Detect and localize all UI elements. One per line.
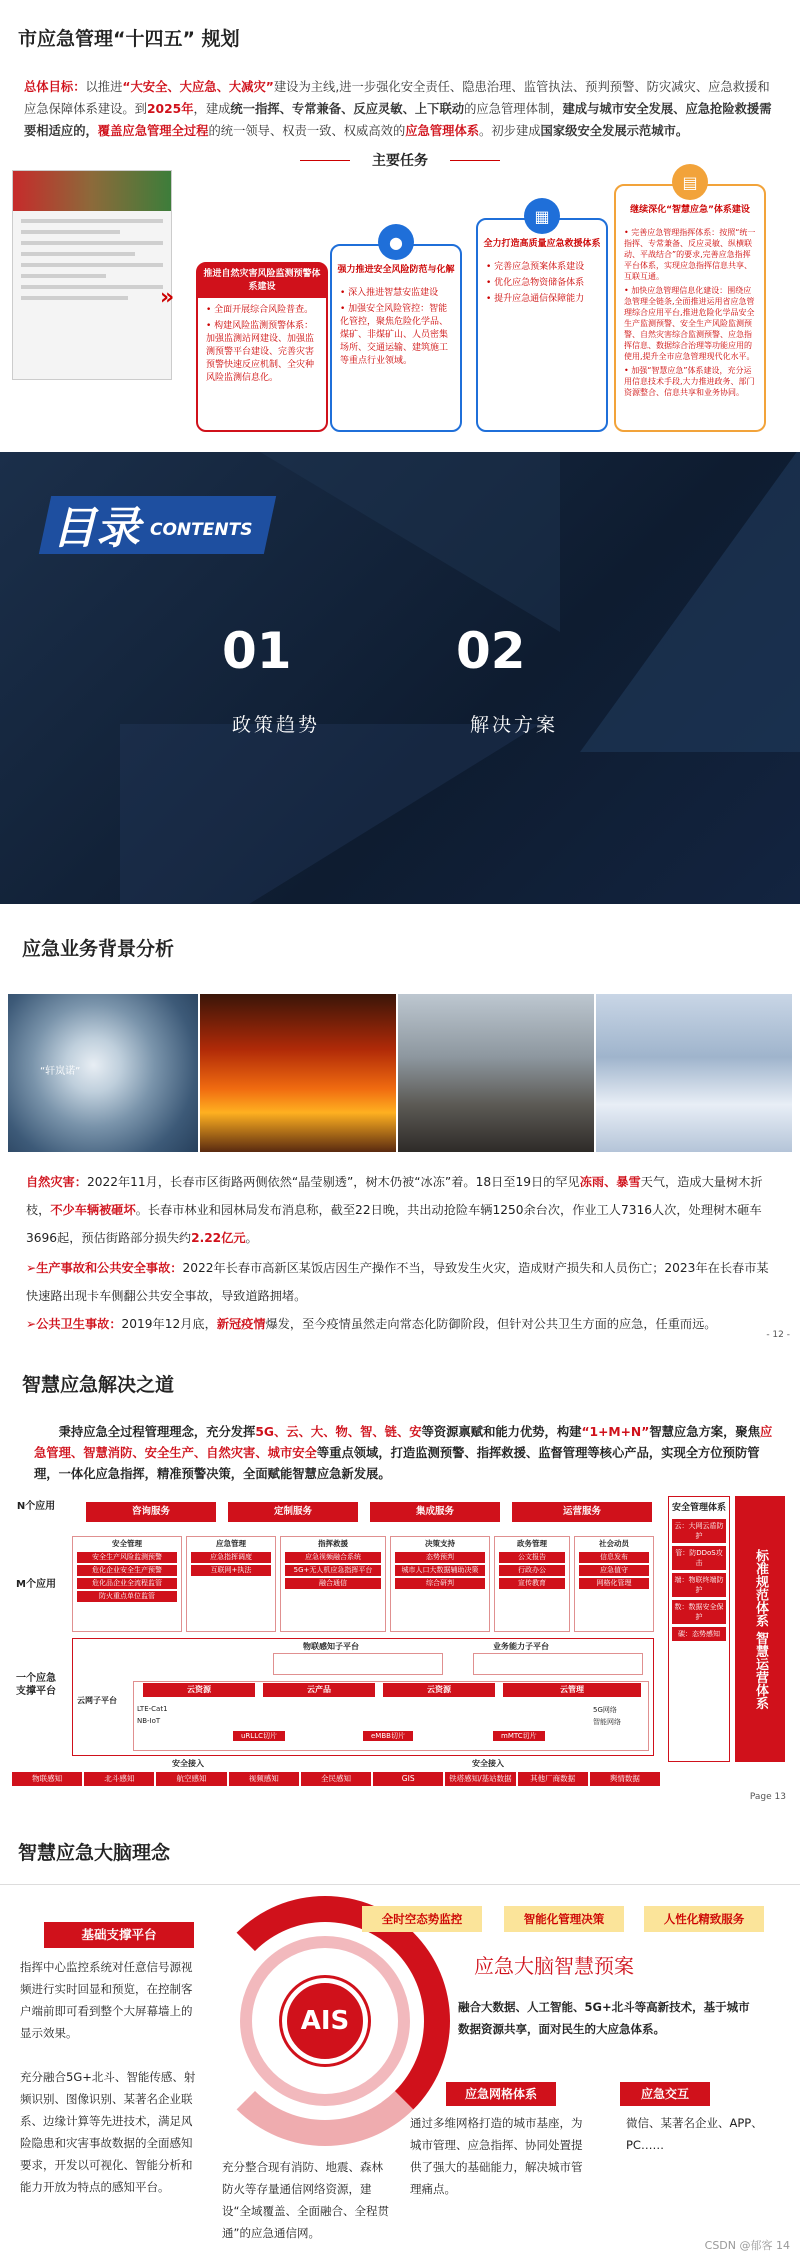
toc-num-2: 02 [456,622,526,680]
standards-system-column: 标准规范体系 智慧运营体系 [735,1496,785,1762]
slide-title: 智慧应急大脑理念 [18,1842,171,1864]
task-card-1: 推进自然灾害风险监测预警体系建设 • 全面开展综合风险普查。 • 构建风险监测预警体系：加强监测站网建设、加强监测预警平台建设、完善灾害预警快速反应机制、全灾种风险监测信息化。 [196,262,328,432]
service-consult: 咨询服务 [86,1502,216,1522]
m-box-emergency: 应急管理 应急指挥调度 互联网+执法 [186,1536,276,1632]
slide-title: 应急业务背景分析 [22,938,175,960]
medical-staff-photo [596,994,792,1152]
production-accident-text: ➢生产事故和公共安全事故：2022年长春市高新区某饭店因生产操作不当，导致发生火灾，造成财产损失和人员伤亡；2023年在长春市某快速路出现卡车侧翻公共安全事故，导致道路拥堵。 [26,1261,769,1303]
secure-access-label-1: 安全接入 [172,1759,204,1768]
overall-goal: 总体目标：以推进“大安全、大应急、大减灾”建设为主线,进一步强化安全责任、隐患治理、监管执法、预判预警、防灾减灾、应急救援和应急保障体系建设。到2025年，建成统一指挥、专常兼备、反应灵敏、上下联动的应急管理体制，建成与城市安全发展、应急抢险救援需要相适应的，覆盖应急管理全过程的统一领导、权责一致、权威高效的应急管理体系。初步建成国家级安全发展示范城市。 [24,80,772,138]
m-box-gov: 政务管理 公文报告 行政办公 宣传教育 [494,1536,570,1632]
monitor-desc: 指挥中心监控系统对任意信号源视频进行实时回显和预览，在控制客户端前即可看到整个大屏幕墙上的显示效果。 [20,1960,193,2040]
interaction-desc: 微信、某著名企业、APP、PC…… [626,2116,763,2152]
task-card-3: ▦ 全力打造高质量应急救援体系 • 完善应急预案体系建设 • 优化应急物资储备体系 • 提升应急通信保障能力 [476,218,608,432]
m-box-decision: 决策支持 态势预判 城市人口大数据辅助决策 综合研判 [390,1536,490,1632]
typhoon-photo [8,994,198,1152]
slide-title: 智慧应急解决之道 [22,1374,175,1396]
n-apps-label: N个应用 [16,1501,56,1512]
public-health-text: ➢公共卫生事故：2019年12月底，新冠疫情爆发，至今疫情虽然走向常态化防御阶段，但针对公共卫生方面的应急，任重而远。 [26,1317,717,1331]
slide-background [0,904,800,1348]
m-apps-label: M个应用 [16,1579,56,1590]
task-card-4: ▤ 继续深化“智慧应急”体系建设 • 完善应急管理指挥体系：按照“统一指挥、专常兼备、反应灵敏、纵横联动、平战结合”的要求,完善应急指挥平台体系，实现应急指挥信息共享、互联互通。 • 加快应急管理信息化建设：围绕应急管理全链条,全面推进运用省应急管理综合应用平台,推进危险化学品安全生产监测预警、安全生产风险监测预警、自然灾害综合监测预警、应急指挥信息、数据综合治理等功能应用的使用,提升全市应急管理现代化水平。 • 加强“智慧应急”体系建设，充分运用信息技术手段,大力推进政务、部门资源整合、信息共享和业务协同。 [614,184,766,432]
grid-system-tag: 应急网格体系 [446,2082,556,2106]
m-box-rescue: 指挥救援 应急视频融合系统 5G+无人机应急指挥平台 融合通信 [280,1536,386,1632]
support-platform: 物联感知子平台 业务能力子平台 云网子平台 云资源 云产品 云资源 云管理 LTE-Cat1 NB-IoT uRLLC切片 eMBB切片 mMTC切片 5G网络 智能网络 [72,1638,654,1756]
security-system-column: 安全管理体系 云：大网云盾防护 管：防DDoS攻击 端：物联终端防护 数：数据安全保护 碳：态势感知 [668,1496,730,1762]
sensing-desc: 充分融合5G+北斗、智能传感、射频识别、图像识别、某著名企业联系、边缘计算等先进技术，满足风险隐患和灾害事故数据的全面感知要求，开发以可视化、智能分析和能力开放为特点的感知平台。 [20,2070,196,2194]
toc-num-1: 01 [222,622,292,680]
m-box-social: 社会动员 信息发布 应急值守 网格化管理 [574,1536,654,1632]
tag-service: 人性化精致服务 [644,1906,764,1932]
clipboard-icon: ▤ [672,164,708,200]
base-platform-tag: 基础支撑平台 [44,1922,194,1948]
industrial-accident-photo [398,994,594,1152]
grid-desc: 通过多维网格打造的城市基座，为城市管理、应急指挥、协同处置提供了强大的基础能力，解决城市管理痛点。 [410,2116,583,2196]
toc-label-2: 解决方案 [470,714,559,736]
slide-title: 市应急管理“十四五” 规划 [18,28,240,50]
policy-document-image [12,170,175,380]
watermark: CSDN @郁客 14 [704,2239,790,2252]
slide-brain-concept [0,1810,800,2259]
natural-disaster-text: 自然灾害：2022年11月，长春市区街路两侧依然“晶莹剔透”，树木仍被“冰冻”着。18日至19日的罕见冻雨、暴雪天气，造成大量树木折枝，不少车辆被砸坏。长春市林业和园林局发布消息称，截至22日晚，共出动抢险车辆1250余台次，作业工人7316人次，处理树木砸车3696起，预估街路部分损失约2.22亿元。 [26,1175,763,1245]
tag-monitoring: 全时空态势监控 [362,1906,482,1932]
page-number: Page 13 [749,1792,786,1802]
contents-title: 目录 [52,503,140,554]
circle-icon: ● [378,224,414,260]
platform-label: 一个应急支撑平台 [16,1673,56,1697]
tag-decision: 智能化管理决策 [504,1906,624,1932]
calendar-icon: ▦ [524,198,560,234]
service-operate: 运营服务 [512,1502,652,1522]
core-logo: AIS [282,1978,368,2064]
plan-title: 应急大脑智慧预案 [474,1954,634,1978]
contents-subtitle: CONTENTS [150,520,253,540]
service-custom: 定制服务 [228,1502,358,1522]
architecture-diagram [12,1496,660,1766]
page-number: - 12 - [766,1330,790,1340]
toc-label-1: 政策趋势 [232,714,321,736]
double-arrow-icon: » [160,285,175,310]
forest-fire-photo [200,994,396,1152]
solution-intro: 秉持应急全过程管理理念，充分发挥5G、云、大、物、智、链、安等资源禀赋和能力优势，构建“1+M+N”智慧应急方案，聚焦应急管理、智慧消防、安全生产、自然灾害、城市安全等重点领域，打造监测预警、指挥救援、监督管理等核心产品，实现全方位预防管理，一体化应急指挥，精准预警决策，全面赋能智慧应急新发展。 [34,1425,773,1481]
task-card-2: ● 强力推进安全风险防范与化解 • 深入推进智慧安监建设 • 加强安全风险管控：智能化管控，聚焦危险化学品、煤矿、非煤矿山、人员密集场所、交通运输、建筑施工等重点行业领域。 [330,244,462,432]
tasks-heading: 主要任务 [300,150,500,170]
interaction-tag: 应急交互 [620,2082,710,2106]
brain-desc: 融合大数据、人工智能、5G+北斗等高新技术，基于城市数据资源共享，面对民生的大应急体系。 [458,2000,750,2036]
secure-access-label-2: 安全接入 [472,1759,504,1768]
slide-contents [0,452,800,904]
service-integrate: 集成服务 [370,1502,500,1522]
slide-plan-14th [0,0,800,452]
slide-solution [0,1348,800,1810]
sensing-strip: 物联感知 北斗感知 航空感知 视频感知 全民感知 GIS 铁塔感知/基站数据 其他厂商数据 舆情数据 [12,1772,660,1786]
network-desc: 充分整合现有消防、地震、森林防火等存量通信网络资源，建设“全域覆盖、全面融合、全程贯通”的应急通信网。 [222,2160,389,2240]
m-box-safety: 安全管理 安全生产风险监测预警 危化企业安全生产预警 危化品企业全流程监管 防火重点单位监管 [72,1536,182,1632]
typhoon-label: “轩岚诺” [40,1066,81,1077]
